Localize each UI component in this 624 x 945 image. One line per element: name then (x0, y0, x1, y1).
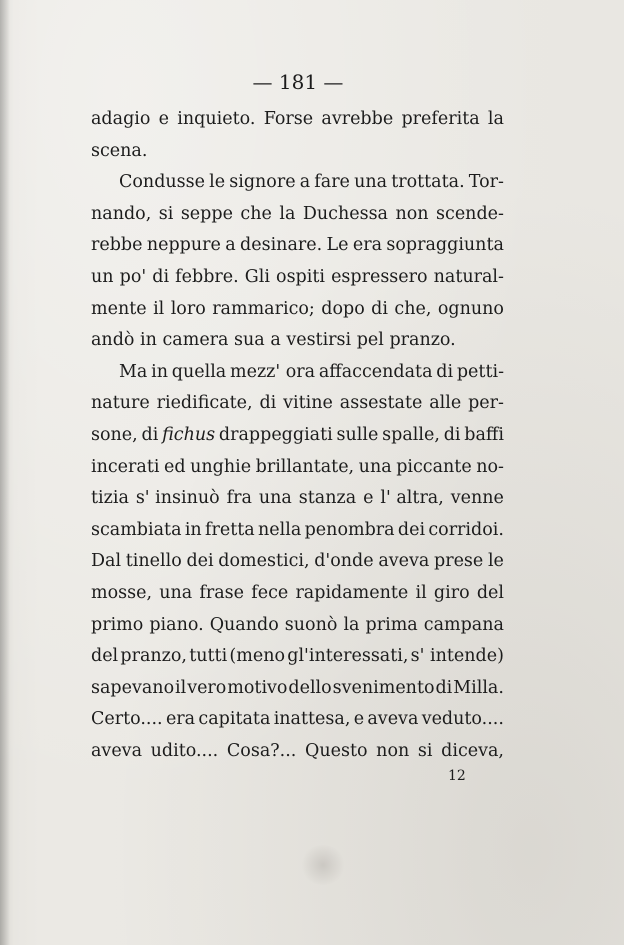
word: Certo.... (91, 709, 163, 730)
word: in (184, 519, 202, 540)
text-line (91, 483, 504, 515)
word: mezz' ora (230, 361, 316, 382)
word: baffi (464, 424, 504, 445)
word: aveva (367, 709, 419, 730)
word: andò (91, 330, 135, 351)
word: del (91, 646, 119, 667)
text-line (91, 294, 504, 326)
word: Quando (209, 614, 279, 635)
text-line (91, 515, 504, 547)
word: Tor- (468, 172, 504, 193)
word: gl'interessati, (287, 646, 409, 667)
text-line (91, 262, 504, 294)
word: a (225, 235, 236, 256)
word: vestirsi (286, 330, 352, 351)
word: Le (326, 235, 349, 256)
word: aveva (91, 740, 142, 761)
text-line (91, 641, 504, 673)
word: si (158, 203, 174, 224)
word: penombra (304, 519, 395, 540)
word: Ma (119, 361, 148, 382)
word: inattesa, (273, 709, 351, 730)
text-line (91, 452, 504, 484)
word: Milla. (453, 677, 504, 698)
text-line (91, 199, 504, 231)
text-line (91, 673, 504, 705)
text-line (91, 230, 504, 262)
word: di (141, 424, 159, 445)
word: una (358, 456, 392, 477)
word: affaccendata (318, 361, 433, 382)
text-line (91, 546, 504, 578)
word: no- (476, 456, 504, 477)
word: assestate (339, 393, 423, 414)
word: pranzo. (389, 330, 456, 351)
word: primo (91, 614, 144, 635)
word: scende- (436, 203, 504, 224)
text-line (91, 357, 504, 389)
word: fra (226, 488, 252, 509)
word: Condusse (119, 172, 205, 193)
word: vitine (283, 393, 333, 414)
word: una (354, 172, 388, 193)
word: febbre. (175, 266, 239, 287)
word: po' (119, 266, 147, 287)
text-line (91, 610, 504, 642)
word: rebbe (91, 235, 143, 256)
word: un (91, 266, 114, 287)
word: una (258, 488, 292, 509)
word: fichus (162, 424, 216, 445)
word: udito.... (150, 740, 219, 761)
word: espressero (331, 266, 428, 287)
word: l' altra, (380, 488, 444, 509)
word: pranzo, (120, 646, 187, 667)
text-line (91, 578, 504, 610)
word: piano. (149, 614, 204, 635)
word: la (279, 203, 296, 224)
text-line (91, 104, 504, 136)
word: era (165, 709, 196, 730)
word: sapevano (91, 677, 175, 698)
word: petti- (456, 361, 504, 382)
word: e (363, 488, 374, 509)
word: preferita (401, 109, 480, 129)
word: frase (199, 582, 245, 603)
word: domestici, (218, 551, 310, 572)
word: le (209, 172, 226, 193)
word: capitata (198, 709, 271, 730)
signature-mark: 12 (448, 768, 466, 784)
word: rapidamente (295, 582, 409, 603)
word: tutti (189, 646, 228, 667)
word: spalle, (382, 424, 440, 445)
word: piccante (396, 456, 472, 477)
word: nature (91, 393, 150, 414)
text-line (91, 325, 504, 357)
word: e (353, 709, 365, 730)
word: dei (186, 551, 214, 572)
word: (meno (229, 646, 286, 667)
word: trottata. (391, 172, 465, 193)
word: fare (314, 172, 350, 193)
word: loro (170, 298, 206, 319)
word: camera (162, 330, 229, 351)
word: stanza (298, 488, 357, 509)
word: giro (433, 582, 470, 603)
text-line (91, 167, 504, 199)
word: aveva (378, 551, 430, 572)
word: Duchessa (302, 203, 388, 224)
word: tinello (125, 551, 182, 572)
word: quella (171, 361, 227, 382)
word: si (417, 740, 433, 761)
word: signore (229, 172, 296, 193)
word: avrebbe (321, 109, 394, 129)
word: scena. (91, 140, 148, 161)
word: sulle (336, 424, 379, 445)
word: unghie (190, 456, 252, 477)
word: per- (468, 393, 504, 414)
word: svenimento (332, 677, 435, 698)
word: ed (164, 456, 186, 477)
word: brillantate, (255, 456, 355, 477)
word: una (159, 582, 193, 603)
word: pel (356, 330, 384, 351)
word: in (140, 330, 157, 351)
body-text (91, 104, 504, 767)
word: vero (187, 677, 227, 698)
paper-stain (300, 845, 346, 885)
word: scambiata (91, 519, 182, 540)
word: ognuno (437, 298, 504, 319)
page-number-header: — 181 — (252, 70, 344, 94)
word: che, (394, 298, 432, 319)
word: prese (434, 551, 484, 572)
word: le (487, 551, 504, 572)
word: corridoi. (428, 519, 504, 540)
word: motivo (227, 677, 288, 698)
word: s' intende) (410, 646, 504, 667)
word: incerati (91, 456, 160, 477)
word: il (153, 298, 165, 319)
word: del (476, 582, 504, 603)
word: la (343, 614, 360, 635)
word: Questo (304, 740, 368, 761)
word: tizia (91, 488, 129, 509)
word: riedificate, (156, 393, 253, 414)
word: neppure (146, 235, 221, 256)
text-line (91, 704, 504, 736)
word: mosse, (91, 582, 153, 603)
word: campana (423, 614, 504, 635)
word: di (435, 677, 453, 698)
word: dopo (321, 298, 365, 319)
word: desinare. (240, 235, 323, 256)
word: s' insinuò (135, 488, 220, 509)
word: il (175, 677, 187, 698)
word: di (436, 361, 454, 382)
word: fretta (205, 519, 255, 540)
word: il (415, 582, 427, 603)
word: di (152, 266, 170, 287)
word: veduto.... (421, 709, 504, 730)
word: rammarico; (212, 298, 315, 319)
word: d'onde (314, 551, 374, 572)
word: dei (397, 519, 426, 540)
word: alle (429, 393, 462, 414)
word: ospiti (276, 266, 325, 287)
word: mente (91, 298, 147, 319)
word: in (151, 361, 168, 382)
word: di (259, 393, 277, 414)
word: che (240, 203, 272, 224)
word: seppe (180, 203, 233, 224)
word: a (299, 172, 311, 193)
word: adagio (91, 109, 151, 129)
word: nando, (91, 203, 152, 224)
text-line (91, 420, 504, 452)
word: sua (234, 330, 265, 351)
word: di (443, 424, 461, 445)
word: Dal (91, 551, 122, 572)
word: drappeggiati (218, 424, 333, 445)
binding-shadow (0, 0, 10, 945)
word: Cosa?... (226, 740, 297, 761)
word: la (487, 109, 504, 129)
word: fece (251, 582, 289, 603)
text-line (91, 736, 504, 768)
word: Forse (263, 109, 314, 129)
word: era (352, 235, 383, 256)
word: suonò (284, 614, 338, 635)
word: inquieto. (177, 109, 256, 129)
word: diceva, (441, 740, 504, 761)
word: a (270, 330, 281, 351)
text-line (91, 136, 504, 168)
word: natural- (433, 266, 504, 287)
word: sopraggiunta (386, 235, 504, 256)
word: e (158, 109, 170, 129)
word: non (376, 740, 410, 761)
word: non (395, 203, 429, 224)
word: sone, (91, 424, 138, 445)
text-line (91, 388, 504, 420)
word: venne (450, 488, 504, 509)
word: Gli (244, 266, 270, 287)
word: nella (258, 519, 302, 540)
word: dello (288, 677, 332, 698)
word: prima (365, 614, 418, 635)
word: di (371, 298, 388, 319)
